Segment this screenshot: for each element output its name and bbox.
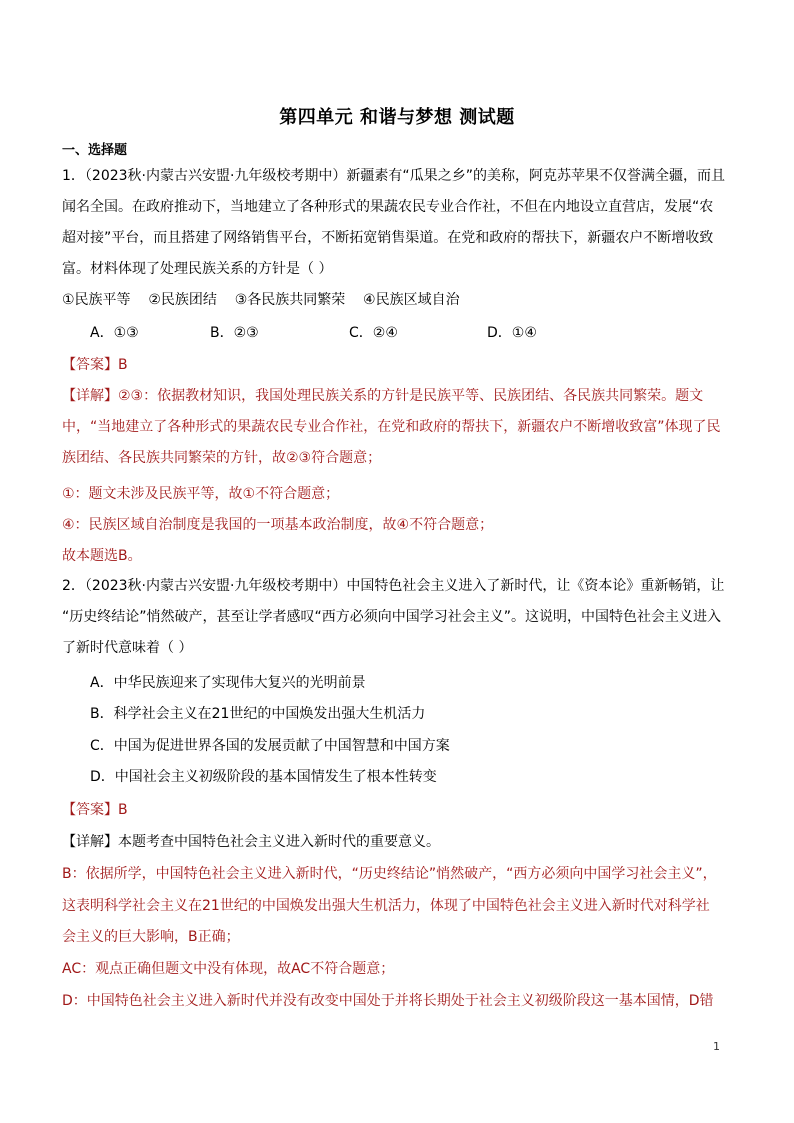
q1-detail-4: ①：题文未涉及民族平等，故①不符合题意； [62,486,340,502]
q1-detail-6: 故本题选B。 [62,548,142,564]
q1-answer: 【答案】B [62,357,128,373]
q2-answer: 【答案】B [62,802,128,818]
q2-line-1: 2．（2023秋·内蒙古兴安盟·九年级校考期中）中国特色社会主义进入了新时代，让《资本论》重新畅销，让 [62,578,725,594]
q2-option-b: B．科学社会主义在21世纪的中国焕发出强大生机活力 [90,706,426,722]
q2-option-c: C．中国为促进世界各国的发展贡献了中国智慧和中国方案 [90,738,450,754]
q2-line-3: 了新时代意味着（ ） [62,640,193,656]
q2-detail-1: 【详解】本题考查中国特色社会主义进入新时代的重要意义。 [62,834,440,850]
q1-detail-2: 中，“当地建立了各种形式的果蔬农民专业合作社，在党和政府的帮扶下，新疆农户不断增收致富”体现了民 [62,419,721,435]
q2-detail-2: B：依据所学，中国特色社会主义进入新时代，“历史终结论”悄然破产，“西方必须向中国学习社会主义”， [62,866,717,882]
q2-option-d: D．中国社会主义初级阶段的基本国情发生了根本性转变 [90,769,437,785]
q1-detail-1: 【详解】②③：依据教材知识，我国处理民族关系的方针是民族平等、民族团结、各民族共同繁荣。题文 [62,388,704,404]
page-number: 1 [713,1040,720,1053]
q1-option-b: B．②③ [210,325,259,341]
q2-detail-3: 这表明科学社会主义在21世纪的中国焕发出强大生机活力，体现了中国特色社会主义进入新时代对科学社 [62,898,710,914]
q2-detail-4: 会主义的巨大影响，B正确； [62,929,240,945]
section-heading: 一、选择题 [62,143,128,158]
q1-items: ①民族平等 ②民族团结 ③各民族共同繁荣 ④民族区域自治 [62,292,460,308]
q1-line-1: 1．（2023秋·内蒙古兴安盟·九年级校考期中）新疆素有“瓜果之乡”的美称，阿克苏苹果不仅誉满全疆，而且 [62,168,725,184]
q2-line-2: “历史终结论”悄然破产，甚至让学者感叹“西方必须向中国学习社会主义”。这说明，中国特色社会主义进入 [62,609,722,625]
q1-detail-5: ④：民族区域自治制度是我国的一项基本政治制度，故④不符合题意； [62,517,494,533]
q1-detail-3: 族团结、各民族共同繁荣的方针，故②③符合题意； [62,450,382,466]
q1-option-c: C．②④ [349,325,398,341]
q1-line-2: 闻名全国。在政府推动下，当地建立了各种形式的果蔬农民专业合作社，不但在内地设立直营店，发展“农 [62,199,714,215]
page-title: 第四单元 和谐与梦想 测试题 [279,107,515,128]
q2-option-a: A．中华民族迎来了实现伟大复兴的光明前景 [90,675,366,691]
q1-line-4: 富。材料体现了处理民族关系的方针是（ ） [62,261,333,277]
q2-detail-5: AC：观点正确但题文中没有体现，故AC不符合题意； [62,961,395,977]
q1-option-d: D．①④ [487,325,537,341]
q2-detail-6: D：中国特色社会主义进入新时代并没有改变中国处于并将长期处于社会主义初级阶段这一基本国情，D错 [62,993,714,1009]
q1-option-a: A．①③ [90,325,139,341]
q1-line-3: 超对接”平台，而且搭建了网络销售平台，不断拓宽销售渠道。在党和政府的帮扶下，新疆农户不断增收致 [62,230,714,246]
